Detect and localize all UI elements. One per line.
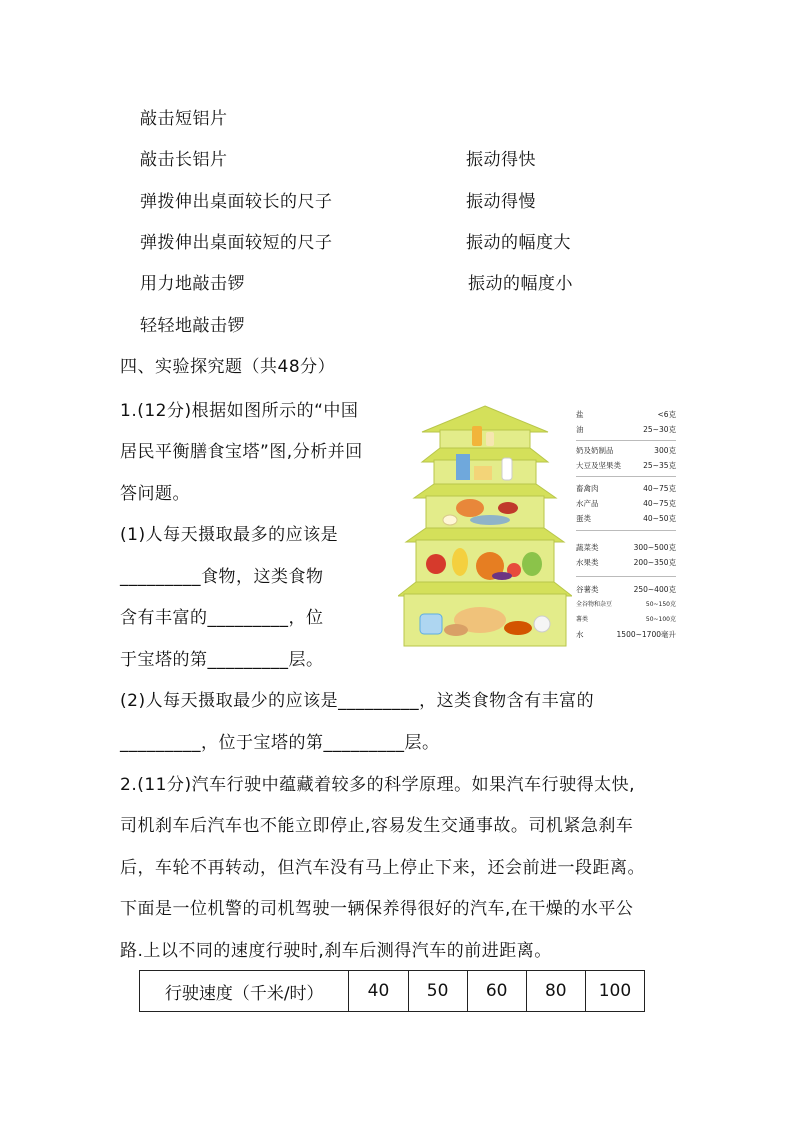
legend-value: 40~75克 [643, 484, 676, 493]
legend-name: 奶及奶制品 [576, 446, 614, 455]
table-cell: 40 [349, 971, 408, 1012]
match-right-item: 振动得慢 [466, 192, 536, 212]
legend-value: <6克 [657, 410, 676, 419]
legend-value: 300~500克 [633, 543, 676, 552]
legend-name: 大豆及坚果类 [576, 461, 621, 470]
sausage-icon [498, 502, 518, 514]
match-left-item: 敲击短铝片 [140, 109, 228, 129]
legend-divider [576, 576, 676, 577]
banana-icon [452, 548, 468, 576]
garlic-icon [534, 616, 550, 632]
pyramid-tier-1 [440, 430, 530, 450]
legend-name: 水 [576, 630, 584, 639]
table-cell: 50 [408, 971, 467, 1012]
legend-name: 蔬菜类 [576, 543, 599, 552]
legend-value: 40~75克 [643, 499, 676, 508]
match-left-item: 敲击长铝片 [140, 150, 228, 170]
legend-name: 全谷物和杂豆 [576, 601, 613, 608]
legend-divider [576, 530, 676, 531]
table-cell: 100 [585, 971, 644, 1012]
legend-name: 谷薯类 [576, 585, 599, 594]
q1-text: 1.(12分)根据如图所示的“中国 [120, 401, 359, 421]
legend-value: 25~35克 [643, 461, 676, 470]
legend-value: 250~400克 [633, 585, 676, 594]
legend-name: 水果类 [576, 558, 599, 567]
milk-bottle-icon [502, 458, 512, 480]
section-heading: 四、实验探究题（共48分） [120, 357, 336, 377]
match-left-item: 轻轻地敲击锣 [140, 316, 245, 336]
q2-text: 后，车轮不再转动，但汽车没有马上停止下来，还会前进一段距离。 [120, 858, 645, 878]
q1-text: 居民平衡膳食宝塔”图,分析并回 [120, 442, 363, 462]
meat-icon [456, 499, 484, 517]
legend-value: 200~350克 [633, 558, 676, 567]
water-cup-icon [420, 614, 442, 634]
q1-part2-text: _________，位于宝塔的第_________层。 [120, 733, 440, 753]
legend-name: 蛋类 [576, 514, 591, 523]
q1-part1-text: 含有丰富的_________，位 [120, 608, 324, 628]
apple-icon [426, 554, 446, 574]
bread-icon [444, 624, 468, 636]
match-right-item: 振动得快 [466, 150, 536, 170]
legend-divider [576, 440, 676, 441]
legend-value: 40~50克 [643, 514, 676, 523]
q2-text: 下面是一位机警的司机驾驶一辆保养得很好的汽车,在干燥的水平公 [120, 899, 634, 919]
salt-shaker-icon [486, 432, 494, 446]
q1-part1-text: _________食物，这类食物 [120, 567, 324, 587]
table-header-cell: 行驶速度（千米/时） [140, 971, 349, 1012]
match-right-item: 振动的幅度小 [468, 274, 573, 294]
legend-value: 50~100克 [645, 616, 676, 623]
milk-carton-icon [456, 454, 470, 480]
legend-name: 水产品 [576, 499, 599, 508]
pyramid-tier-3 [426, 496, 544, 530]
legend-name: 油 [576, 425, 584, 434]
legend-name: 薯类 [576, 616, 589, 623]
legend-value: 1500~1700毫升 [616, 630, 676, 639]
oil-bottle-icon [472, 426, 482, 446]
fish-icon [470, 515, 510, 525]
egg-icon [443, 515, 457, 525]
sweet-potato-icon [504, 621, 532, 635]
q2-text: 路.上以不同的速度行驶时,刹车后测得汽车的前进距离。 [120, 941, 552, 961]
q2-text: 2.(11分)汽车行驶中蕴藏着较多的科学原理。如果汽车行驶得太快, [120, 775, 636, 795]
food-pyramid-illustration [398, 404, 572, 648]
match-left-item: 弹拨伸出桌面较短的尺子 [140, 233, 333, 253]
q1-part1-text: (1)人每天摄取最多的应该是 [120, 525, 339, 545]
q1-part2-text: (2)人每天摄取最少的应该是_________，这类食物含有丰富的 [120, 691, 595, 711]
legend-divider [576, 476, 676, 477]
cheese-icon [474, 466, 492, 480]
legend-name: 畜禽肉 [576, 484, 599, 493]
q1-part1-text: 于宝塔的第_________层。 [120, 650, 324, 670]
match-left-item: 用力地敲击锣 [140, 274, 245, 294]
speed-table [139, 970, 645, 1012]
q2-text: 司机刹车后汽车也不能立即停止,容易发生交通事故。司机紧急刹车 [120, 816, 634, 836]
legend-name: 盐 [576, 410, 584, 419]
q1-text: 答问题。 [120, 484, 190, 504]
eggplant-icon [492, 572, 512, 580]
match-right-item: 振动的幅度大 [466, 233, 571, 253]
match-left-item: 弹拨伸出桌面较长的尺子 [140, 192, 333, 212]
table-cell: 60 [467, 971, 526, 1012]
legend-value: 50~150克 [645, 601, 676, 608]
cabbage-icon [522, 552, 542, 576]
table-cell: 80 [526, 971, 585, 1012]
pyramid-roof-1 [422, 406, 548, 432]
table-row [140, 971, 645, 1012]
legend-value: 25~30克 [643, 425, 676, 434]
legend-value: 300克 [654, 446, 676, 455]
